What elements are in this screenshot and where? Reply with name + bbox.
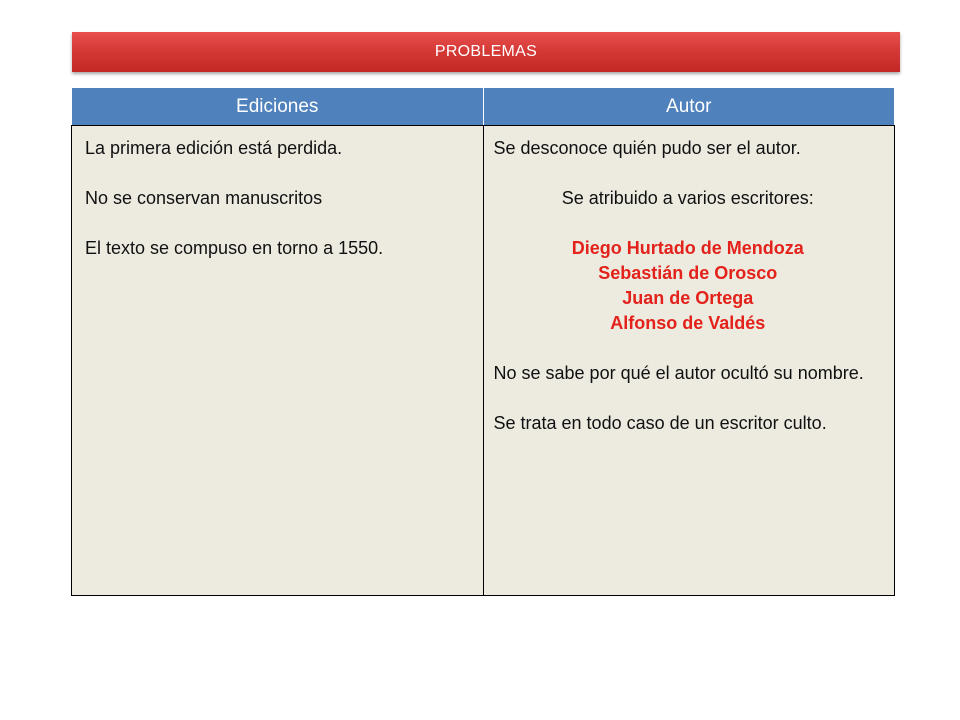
table-row	[72, 126, 895, 596]
header-autor: Autor	[483, 88, 895, 126]
header-ediciones: Ediciones	[72, 88, 484, 126]
autor-cell	[483, 126, 895, 596]
autor-attributed: Se atribuido a varios escritores:	[561, 188, 814, 208]
ediciones-line: El texto se compuso en torno a 1550.	[85, 238, 384, 258]
autor-intro: Se desconoce quién pudo ser el autor.	[493, 138, 801, 158]
problems-table	[71, 87, 895, 596]
ediciones-line: No se conservan manuscritos	[85, 188, 323, 208]
banner-title: PROBLEMAS	[434, 43, 538, 60]
candidate-author: Juan de Ortega	[622, 288, 754, 308]
autor-hidden-name: No se sabe por qué el autor ocultó su nombre.	[493, 363, 864, 383]
candidate-author: Alfonso de Valdés	[610, 313, 766, 333]
candidate-author: Sebastián de Orosco	[598, 263, 778, 283]
title-banner	[72, 32, 900, 72]
table-header-row	[72, 88, 895, 126]
ediciones-line: La primera edición está perdida.	[85, 138, 343, 158]
ediciones-cell	[72, 126, 484, 596]
autor-conclusion: Se trata en todo caso de un escritor culto.	[493, 413, 827, 433]
candidate-author: Diego Hurtado de Mendoza	[571, 238, 804, 258]
